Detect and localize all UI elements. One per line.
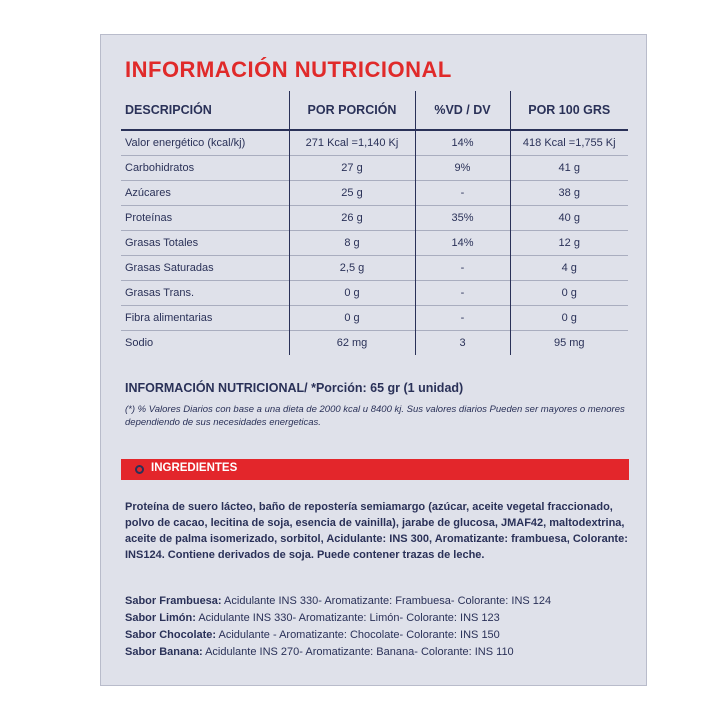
row-per-serving: 26 g <box>289 206 415 231</box>
flavor-detail: Acidulante INS 330- Aromatizante: Limón- Colorante: INS 123 <box>198 612 500 624</box>
daily-values-note: (*) % Valores Diarios con base a una dieta de 2000 kcal u 8400 kj. Sus valores diarios Pueden ser mayores o menores dependiendo de sus necesidades energeticas. <box>125 404 625 428</box>
table-row <box>121 231 628 256</box>
row-daily-value: 35% <box>415 206 510 231</box>
row-per-100g: 0 g <box>510 281 628 306</box>
row-per-100g: 418 Kcal =1,755 Kj <box>510 130 628 156</box>
nutrition-label-panel <box>100 34 647 686</box>
row-daily-value: 14% <box>415 231 510 256</box>
header-description: DESCRIPCIÓN <box>121 91 289 130</box>
row-per-serving: 25 g <box>289 181 415 206</box>
row-per-serving: 62 mg <box>289 331 415 356</box>
ingredients-text: Proteína de suero lácteo, baño de repostería semiamargo (azúcar, aceite vegetal fraccionado, polvo de cacao, lecitina de soja, esencia de vainilla), jarabe de glucosa, JMAF42, maltodextrina, aceite de palma isomerizado, sorbitol, Acidulante: INS 300, Aromatizante: frambuesa, Colorante: INS124. Contiene derivados de soja. Puede contener trazas de leche. <box>125 501 628 561</box>
row-per-serving: 2,5 g <box>289 256 415 281</box>
row-daily-value: - <box>415 306 510 331</box>
header-per-serving: POR PORCIÓN <box>289 91 415 130</box>
ingredients-header-bar <box>121 459 629 480</box>
flavor-item <box>125 610 630 627</box>
table-row <box>121 206 628 231</box>
flavor-list <box>125 593 630 661</box>
flavor-name: Sabor Frambuesa: <box>125 595 222 607</box>
header-per-100g: POR 100 GRS <box>510 91 628 130</box>
flavor-detail: Acidulante - Aromatizante: Chocolate- Colorante: INS 150 <box>218 629 500 641</box>
flavor-item <box>125 627 630 644</box>
row-per-100g: 38 g <box>510 181 628 206</box>
row-per-100g: 12 g <box>510 231 628 256</box>
table-row <box>121 306 628 331</box>
table-row <box>121 156 628 181</box>
header-daily-value: %VD / DV <box>415 91 510 130</box>
page-title: INFORMACIÓN NUTRICIONAL <box>125 57 452 82</box>
table-row <box>121 181 628 206</box>
flavor-item <box>125 593 630 610</box>
row-description: Grasas Totales <box>121 231 289 256</box>
flavor-item <box>125 644 630 661</box>
flavor-name: Sabor Limón: <box>125 612 196 624</box>
row-description: Fibra alimentarias <box>121 306 289 331</box>
row-description: Sodio <box>121 331 289 356</box>
row-per-serving: 0 g <box>289 281 415 306</box>
table-row <box>121 256 628 281</box>
row-description: Carbohidratos <box>121 156 289 181</box>
row-daily-value: 14% <box>415 130 510 156</box>
flavor-detail: Acidulante INS 330- Aromatizante: Frambuesa- Colorante: INS 124 <box>224 595 552 607</box>
row-daily-value: 9% <box>415 156 510 181</box>
row-per-100g: 4 g <box>510 256 628 281</box>
nutrition-table <box>121 91 628 355</box>
row-per-100g: 0 g <box>510 306 628 331</box>
table-header-row <box>121 91 628 130</box>
table-row <box>121 130 628 156</box>
row-description: Grasas Trans. <box>121 281 289 306</box>
row-description: Valor energético (kcal/kj) <box>125 137 246 149</box>
flavor-name: Sabor Chocolate: <box>125 629 217 641</box>
row-daily-value: - <box>415 281 510 306</box>
row-per-100g: 40 g <box>510 206 628 231</box>
row-per-100g: 95 mg <box>510 331 628 356</box>
bullet-circle-icon <box>135 465 144 474</box>
row-per-serving: 271 Kcal =1,140 Kj <box>289 130 415 156</box>
serving-info-heading: INFORMACIÓN NUTRICIONAL/ *Porción: 65 gr (1 unidad) <box>125 381 464 395</box>
row-daily-value: - <box>415 181 510 206</box>
row-daily-value: 3 <box>415 331 510 356</box>
flavor-name: Sabor Banana: <box>125 646 203 658</box>
table-row <box>121 331 628 356</box>
row-per-serving: 8 g <box>289 231 415 256</box>
row-description: Grasas Saturadas <box>121 256 289 281</box>
row-daily-value: - <box>415 256 510 281</box>
ingredients-label: INGREDIENTES <box>151 462 238 474</box>
row-per-serving: 0 g <box>289 306 415 331</box>
row-per-100g: 41 g <box>510 156 628 181</box>
row-description: Azúcares <box>121 181 289 206</box>
flavor-detail: Acidulante INS 270- Aromatizante: Banana- Colorante: INS 110 <box>205 646 514 658</box>
row-description: Proteínas <box>121 206 289 231</box>
row-per-serving: 27 g <box>289 156 415 181</box>
table-row <box>121 281 628 306</box>
